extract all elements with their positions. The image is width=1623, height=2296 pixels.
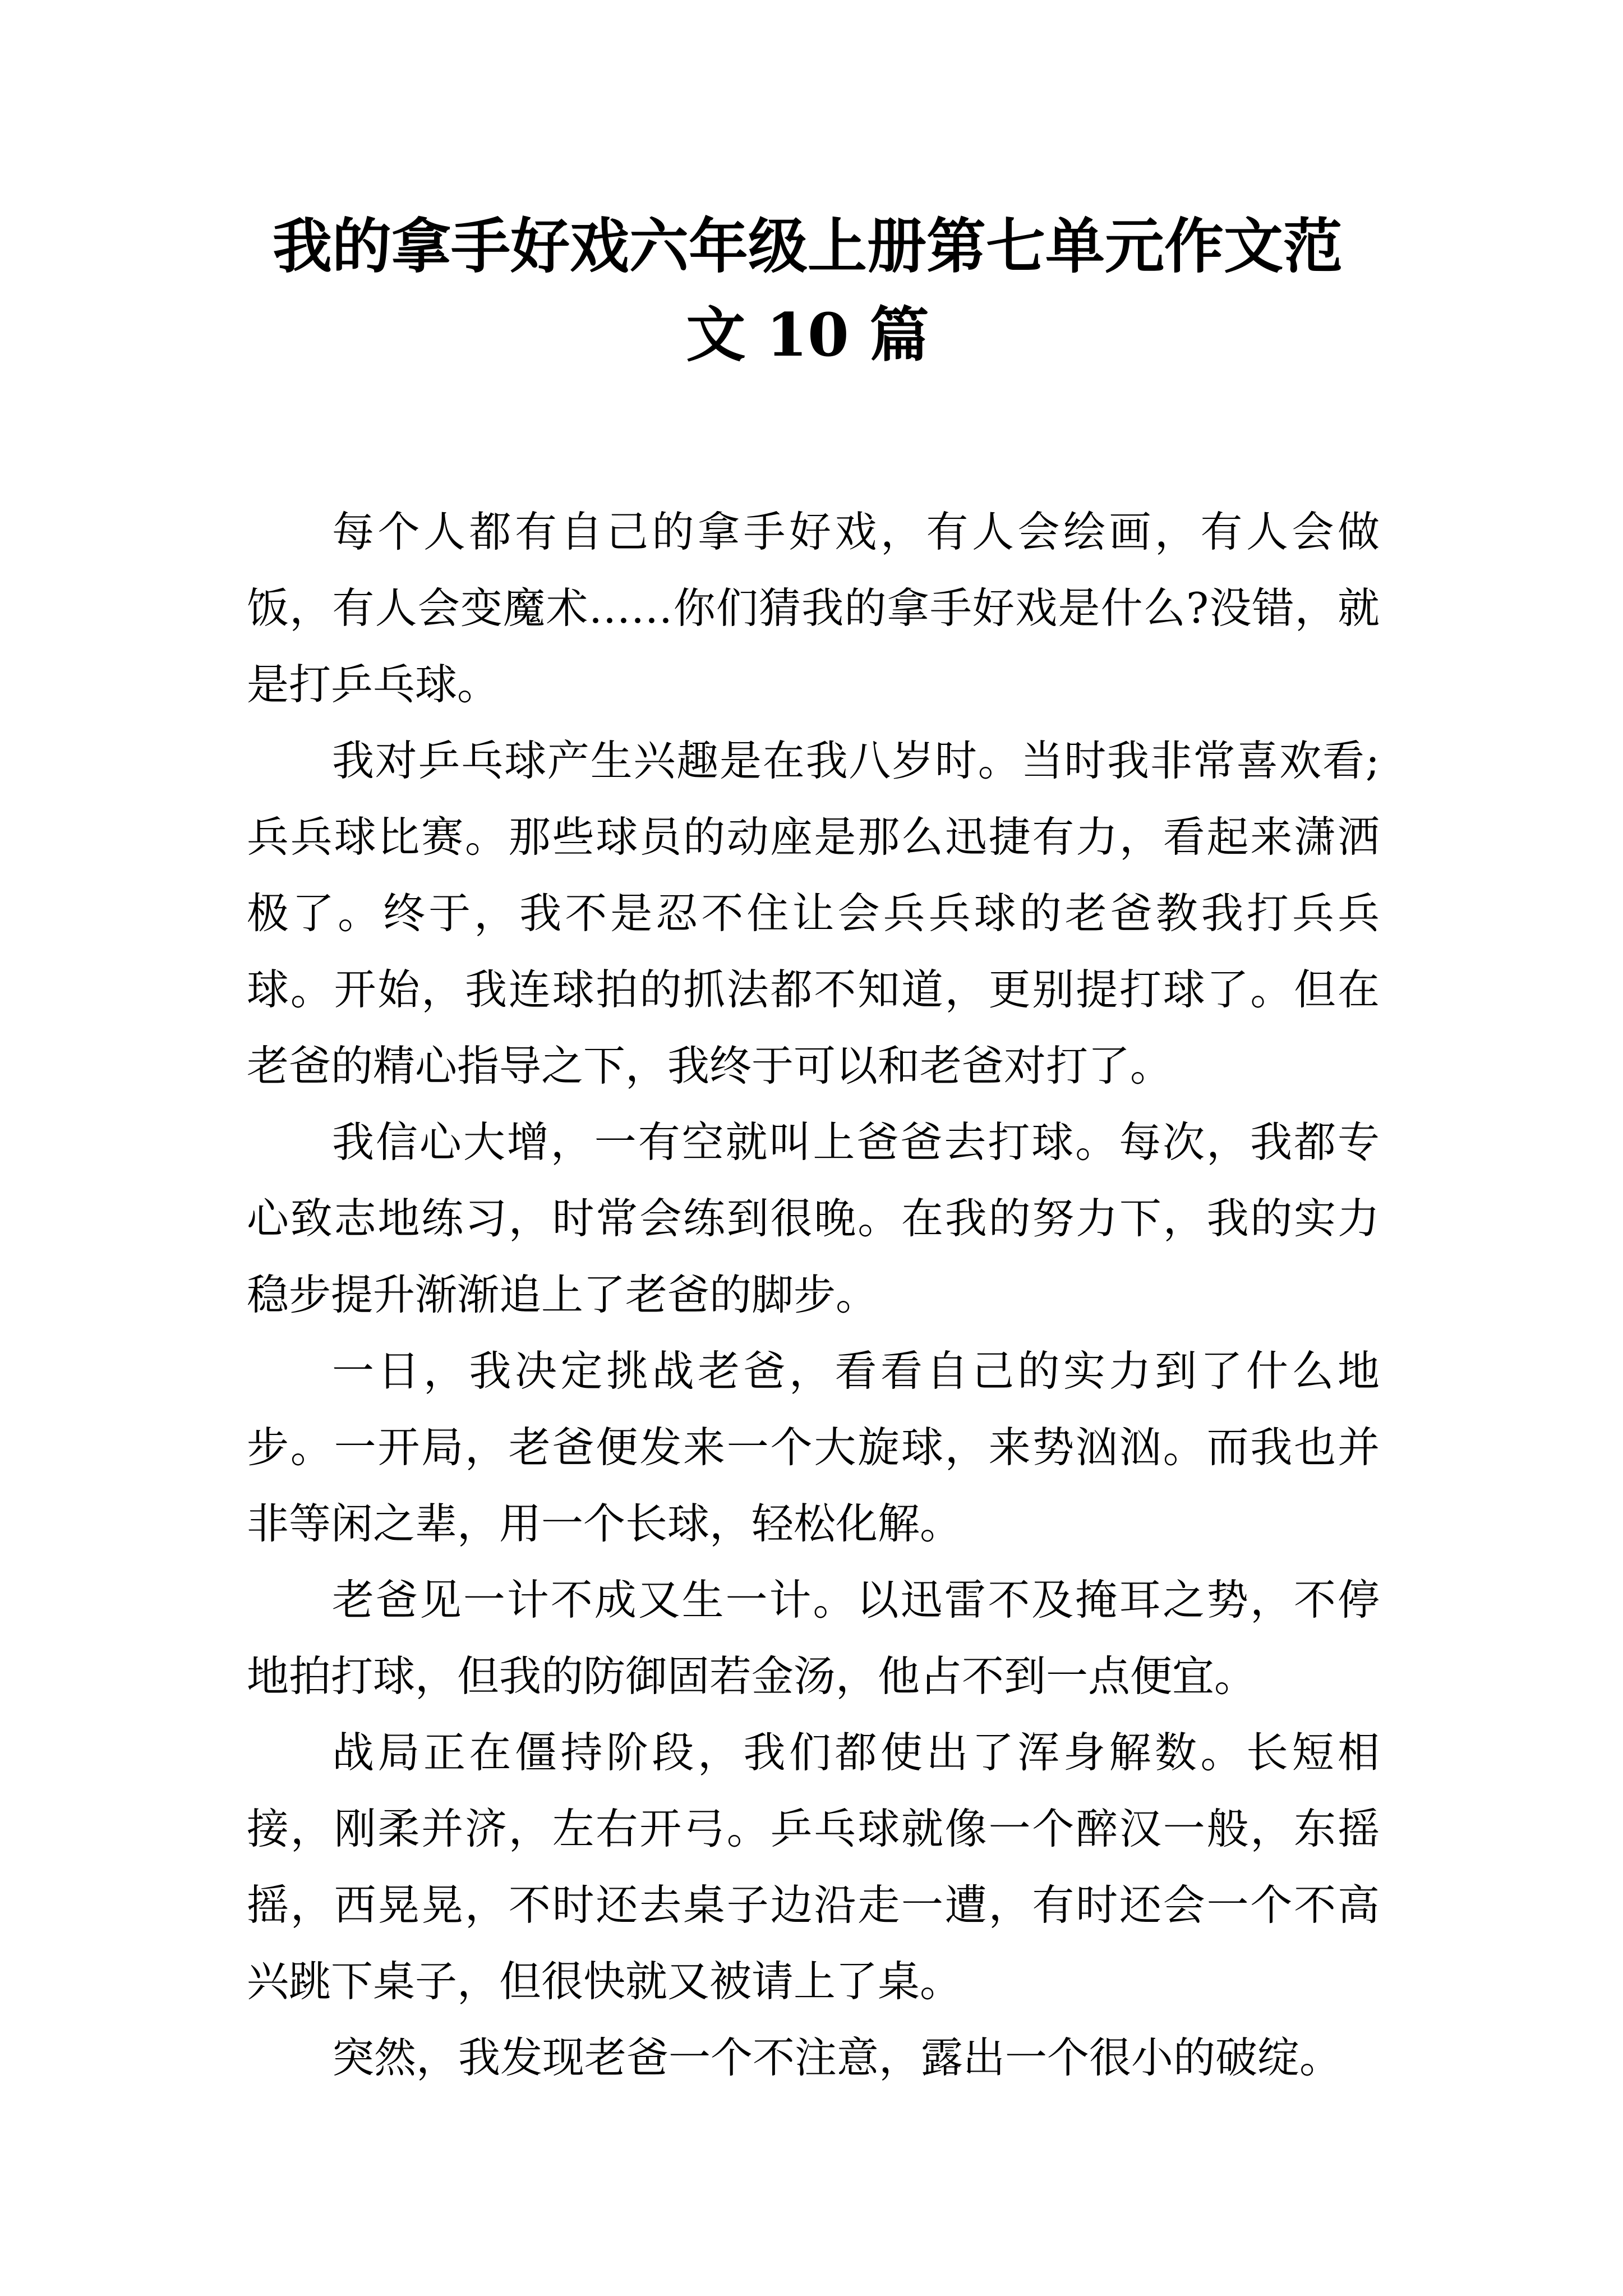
title-line-2: 文 10 篇: [686, 300, 929, 370]
paragraph-7: 突然，我发现老爸一个不注意，露出一个很小的破绽。: [332, 2033, 1342, 2082]
title-line-1: 我的拿手好戏六年级上册第七单元作文范: [273, 211, 1343, 281]
paragraph-1: 每个人都有自己的拿手好戏，有人会绘画，有人会做饭，有人会变魔术……你们猜我的拿手好戏是什么?没错，就是打乒乓球。: [247, 507, 1380, 709]
paragraph-4: 一日，我决定挑战老爸，看看自己的实力到了什么地步。一开局，老爸便发来一个大旋球，来势汹汹。而我也并非等闲之辈，用一个长球，轻松化解。: [247, 1346, 1380, 1548]
essay-body: [247, 494, 1380, 2096]
paragraph-3: 我信心大增，一有空就叫上爸爸去打球。每次，我都专心致志地练习，时常会练到很晚。在我的努力下，我的实力稳步提升渐渐追上了老爸的脚步。: [247, 1117, 1380, 1319]
paragraph-6: 战局正在僵持阶段，我们都使出了浑身解数。长短相接，刚柔并济，左右开弓。乒乓球就像一个醉汉一般，东摇摇，西晃晃，不时还去桌子边沿走一遭，有时还会一个不高兴跳下桌子，但很快就又被请上了桌。: [247, 1728, 1380, 2006]
paragraph-2: 我对乒乓球产生兴趣是在我八岁时。当时我非常喜欢看;兵兵球比赛。那些球员的动座是那么迅捷有力，看起来潇洒极了。终于，我不是忍不住让会兵兵球的老爸教我打兵兵球。开始，我连球拍的抓法都不知道，更别提打球了。但在老爸的精心指导之下，我终于可以和老爸对打了。: [247, 736, 1380, 1091]
paragraph-5: 老爸见一计不成又生一计。以迅雷不及掩耳之势，不停地拍打球，但我的防御固若金汤，他占不到一点便宜。: [247, 1575, 1380, 1701]
page-title: [247, 202, 1368, 379]
